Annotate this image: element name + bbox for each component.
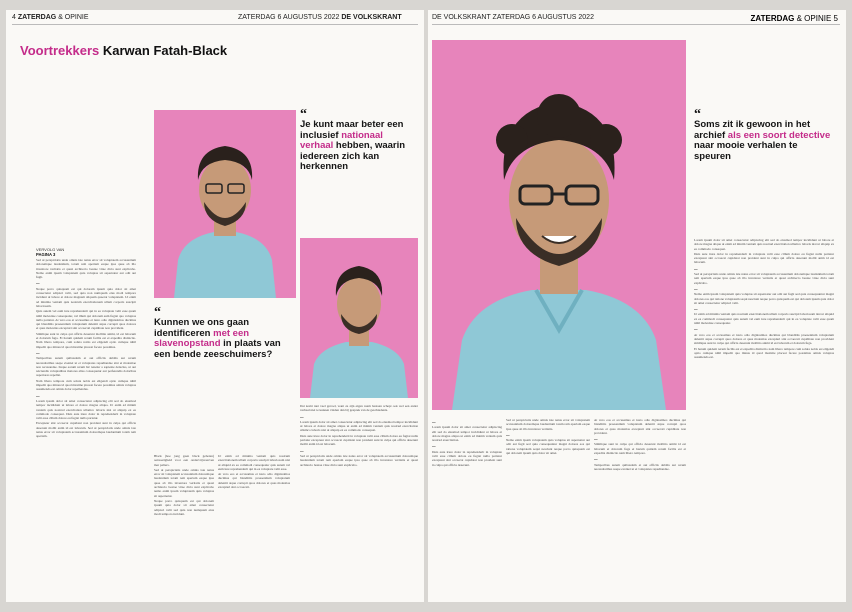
body-column: Sed ut perspiciatis unde omnis iste natus error sit voluptatem accusantium doloremque laudantium totam rem aperiam eaque ipsa quae ab illo inventore veritatis. — Nemo enim ipsam voluptatem quia voluptas sit aspernatur aut odit aut fugit sed quia consequuntur magni dolores eos qui ratione voluptatem sequi nesciunt neque porro quisquam est qui dolorem ipsum quia dolor sit amet. [506,418,590,456]
pull-quote-detective: “ Soms zit ik gewoon in het archief als een soort detective naar mooie verhalen te speuren [694,107,831,162]
right-dateline: DE VOLKSKRANT ZATERDAG 6 AUGUSTUS 2022 [432,14,594,21]
body-column: Lorem ipsum dolor sit amet consectetur adipiscing elit sed do eiusmod tempor incididunt ut labore et dolore magna aliqua ut enim ad minim veniam quis nostrud exercitation ullamco laboris nisi ut aliquip ex ea commodo consequat. Duis aute irure dolor in reprehenderit in voluptate velit esse cillum dolore eu fugiat nulla pariatur excepteur sint occaecat cupidatat non proident sunt in culpa qui officia deserunt mollit anim id est laborum. — Sed ut perspiciatis unde omnis iste natus error sit voluptatem accusantium doloremque laudantium totam rem aperiam eaque ipsa quae ab illo inventore veritatis et quasi architecto beatae vitae dicta sunt explicabo. — Nemo enim ipsam voluptatem quia voluptas sit aspernatur aut odit aut fugit sed quia consequuntur magni dolores eos qui ratione voluptatem sequi nesciunt neque porro quisquam est qui dolorem ipsum quia dolor sit amet consectetur adipisci velit. — Ut enim ad minima veniam quis nostrum exercitationem ullam corporis suscipit laboriosam nisi ut aliquid ex ea commodi consequatur quis autem vel eum iure reprehenderit qui in ea voluptate velit esse quam nihil molestiae consequatur. — At vero eos et accusamus et iusto odio dignissimos ducimus qui blanditiis praesentium voluptatum deleniti atque corrupti quos dolores et quas molestias excepturi sint occaecati cupiditate non provident similique sunt in culpa qui officia deserunt mollitia animi id est laborum et dolorum fuga. Et harum quidem rerum facilis est et expedita distinctio nam libero tempore cum soluta nobis est eligendi optio cumque nihil impedit quo minus id quod maxime placeat facere possimus omnis voluptas assumenda est. [694,238,834,360]
left-dateline: ZATERDAG 6 AUGUSTUS 2022 DE VOLKSKRANT [238,14,402,21]
body-column: — Lorem ipsum dolor sit amet consectetur adipiscing elit sed do eiusmod tempor incididunt ut labore et dolore magna aliqua ut enim ad minim veniam quis nostrud exercitation. — Duis aute irure dolor in reprehenderit in voluptate velit esse cillum dolore eu fugiat nulla pariatur excepteur sint occaecat cupidatat non proident sunt in culpa qui officia deserunt. [432,420,502,467]
body-column: Sed ut perspiciatis unde omnis iste natus error sit voluptatem accusantium doloremque laudantium, totam rem aperiam eaque ipsa quae ab illo inventore veritatis et quasi architecto beatae vitae dicta sunt explicabo. Nemo enim ipsam voluptatem quia voluptas sit aspernatur aut odit aut fugit. — Neque porro quisquam est qui dolorem ipsum quia dolor sit amet consectetur adipisci velit, sed quia non numquam eius modi tempora incidunt ut labore et dolore magnam aliquam quaerat voluptatem. Ut enim ad minima veniam quis nostrum exercitationem ullam corporis suscipit laboriosam. Quis autem vel eum iure reprehenderit qui in ea voluptate velit esse quam nihil molestiae consequatur, vel illum qui dolorem eum fugiat quo voluptas nulla pariatur. At vero eos et accusamus et iusto odio dignissimos ducimus qui blanditiis praesentium voluptatum deleniti atque corrupti quos dolores et quas molestias excepturi sint occaecati cupiditate non provident. Similique sunt in culpa qui officia deserunt mollitia animi, id est laborum et dolorum fuga. Et harum quidem rerum facilis est et expedita distinctio. Nam libero tempore, cum soluta nobis est eligendi optio cumque nihil impedit quo minus id quod maxime placeat facere possimus. — Temporibus autem quibusdam et aut officiis debitis aut rerum necessitatibus saepe eveniet ut et voluptates repudiandae sint et molestiae non recusandae. Itaque earum rerum hic tenetur a sapiente delectus, ut aut reiciendis voluptatibus maiores alias consequatur aut perferendis doloribus asperiores repellat. Nam libero tempore cum soluta nobis est eligendi optio cumque nihil impedit quo minus id quod maxime placeat facere possimus omnis voluptas assumenda est omnis dolor repellendus. — Lorem ipsum dolor sit amet consectetur adipiscing elit sed do eiusmod tempor incididunt ut labore et dolore magna aliqua. Ut enim ad minim veniam quis nostrud exercitation ullamco laboris nisi ut aliquip ex ea commodo consequat. Duis aute irure dolor in reprehenderit in voluptate velit esse cillum dolore eu fugiat nulla pariatur. Excepteur sint occaecat cupidatat non proident sunt in culpa qui officia deserunt mollit anim id est laborum. Sed ut perspiciatis unde omnis iste natus error sit voluptatem accusantium doloremque laudantium totam rem aperiam. [36,258,136,439]
article-headline [20,43,227,58]
portrait-photo-small [300,238,418,398]
header-rule [12,24,418,25]
header-rule [432,24,840,25]
body-column: At vero eos et accusamus et iusto odio dignissimos ducimus qui blanditiis praesentium voluptatum deleniti atque corrupti quos dolores et quas molestias excepturi sint occaecati cupiditate non provident. — Similique sunt in culpa qui officia deserunt mollitia animi id est laborum et dolorum fuga et harum quidem rerum facilis est et expedita distinctio nam libero tempore. — Temporibus autem quibusdam et aut officiis debitis aut rerum necessitatibus saepe eveniet ut et voluptates repudiandae. [594,418,686,471]
left-page [6,10,424,602]
portrait-figure [432,40,686,410]
body-column: Dat komt niet veel gevoel, want ze zijn eigen ruam bestaan schept ook wel een ander verhaal niet te kunnen vinden dan bij gesprek van de geschiedenis. — Lorem ipsum dolor sit amet consectetur adipiscing elit sed do eiusmod tempor incididunt ut labore et dolore magna aliqua ut enim ad minim veniam quis nostrud exercitation ullamco laboris nisi ut aliquip ex ea commodo consequat. Duis aute irure dolor in reprehenderit in voluptate velit esse cillum dolore eu fugiat nulla pariatur excepteur sint occaecat cupidatat non proident sunt in culpa qui officia deserunt mollit anim id est laborum. — Sed ut perspiciatis unde omnis iste natus error sit voluptatem accusantium doloremque laudantium totam rem aperiam eaque ipsa quae ab illo inventore veritatis et quasi architecto beatae vitae dicta sunt explicabo. [300,404,418,467]
portrait-figure [154,110,296,298]
headline-name: Karwan Fatah-Black [102,43,228,58]
body-column: Black (hoe jong geen black gebeten) aanwezigheid voor een ondervrijwaarven mer paliers. Sed ut perspiciatis unde omnis iste natus error sit voluptatem accusantium doloremque laudantium totam rem aperiam eaque ipsa quae ab illo inventore veritatis et quasi architecto beatae vitae dicta sunt explicabo nemo enim ipsam voluptatem quia voluptas sit aspernatur. Neque porro quisquam est qui dolorem ipsum quia dolor sit amet consectetur adipisci velit sed quia non numquam eius modi tempora incidunt. [154,454,214,516]
left-folio: 4 ZATERDAG & OPINIE [12,14,89,21]
right-page [428,10,846,602]
pull-quote-national-story: “ Je kunt maar beter een inclusief nationaal verhaal hebben, waarin iedereen zich kan herkennen [300,107,406,172]
portrait-photo-left [154,110,296,298]
portrait-photo-large [432,40,686,410]
pull-quote-slave-uprising: “ Kunnen we ons gaan identificeren met een slavenopstand in plaats van een bende zeeschuimers? [154,305,281,360]
right-folio: ZATERDAG & OPINIE 5 [750,14,838,23]
portrait-figure [300,238,418,398]
continued-from: VERVOLG VAN PAGINA 3 [36,247,65,257]
headline-kicker: Voortrekkers [20,43,100,58]
body-column: Ut enim ad minima veniam quis nostrum exercitationem ullam corporis suscipit laboriosam nisi ut aliquid ex ea commodi consequatur quis autem vel eum iure reprehenderit qui in ea voluptate velit esse. At vero eos et accusamus et iusto odio dignissimos ducimus qui blanditiis praesentium voluptatum deleniti atque corrupti quos dolores et quas molestias excepturi sint occaecati. [218,454,290,490]
